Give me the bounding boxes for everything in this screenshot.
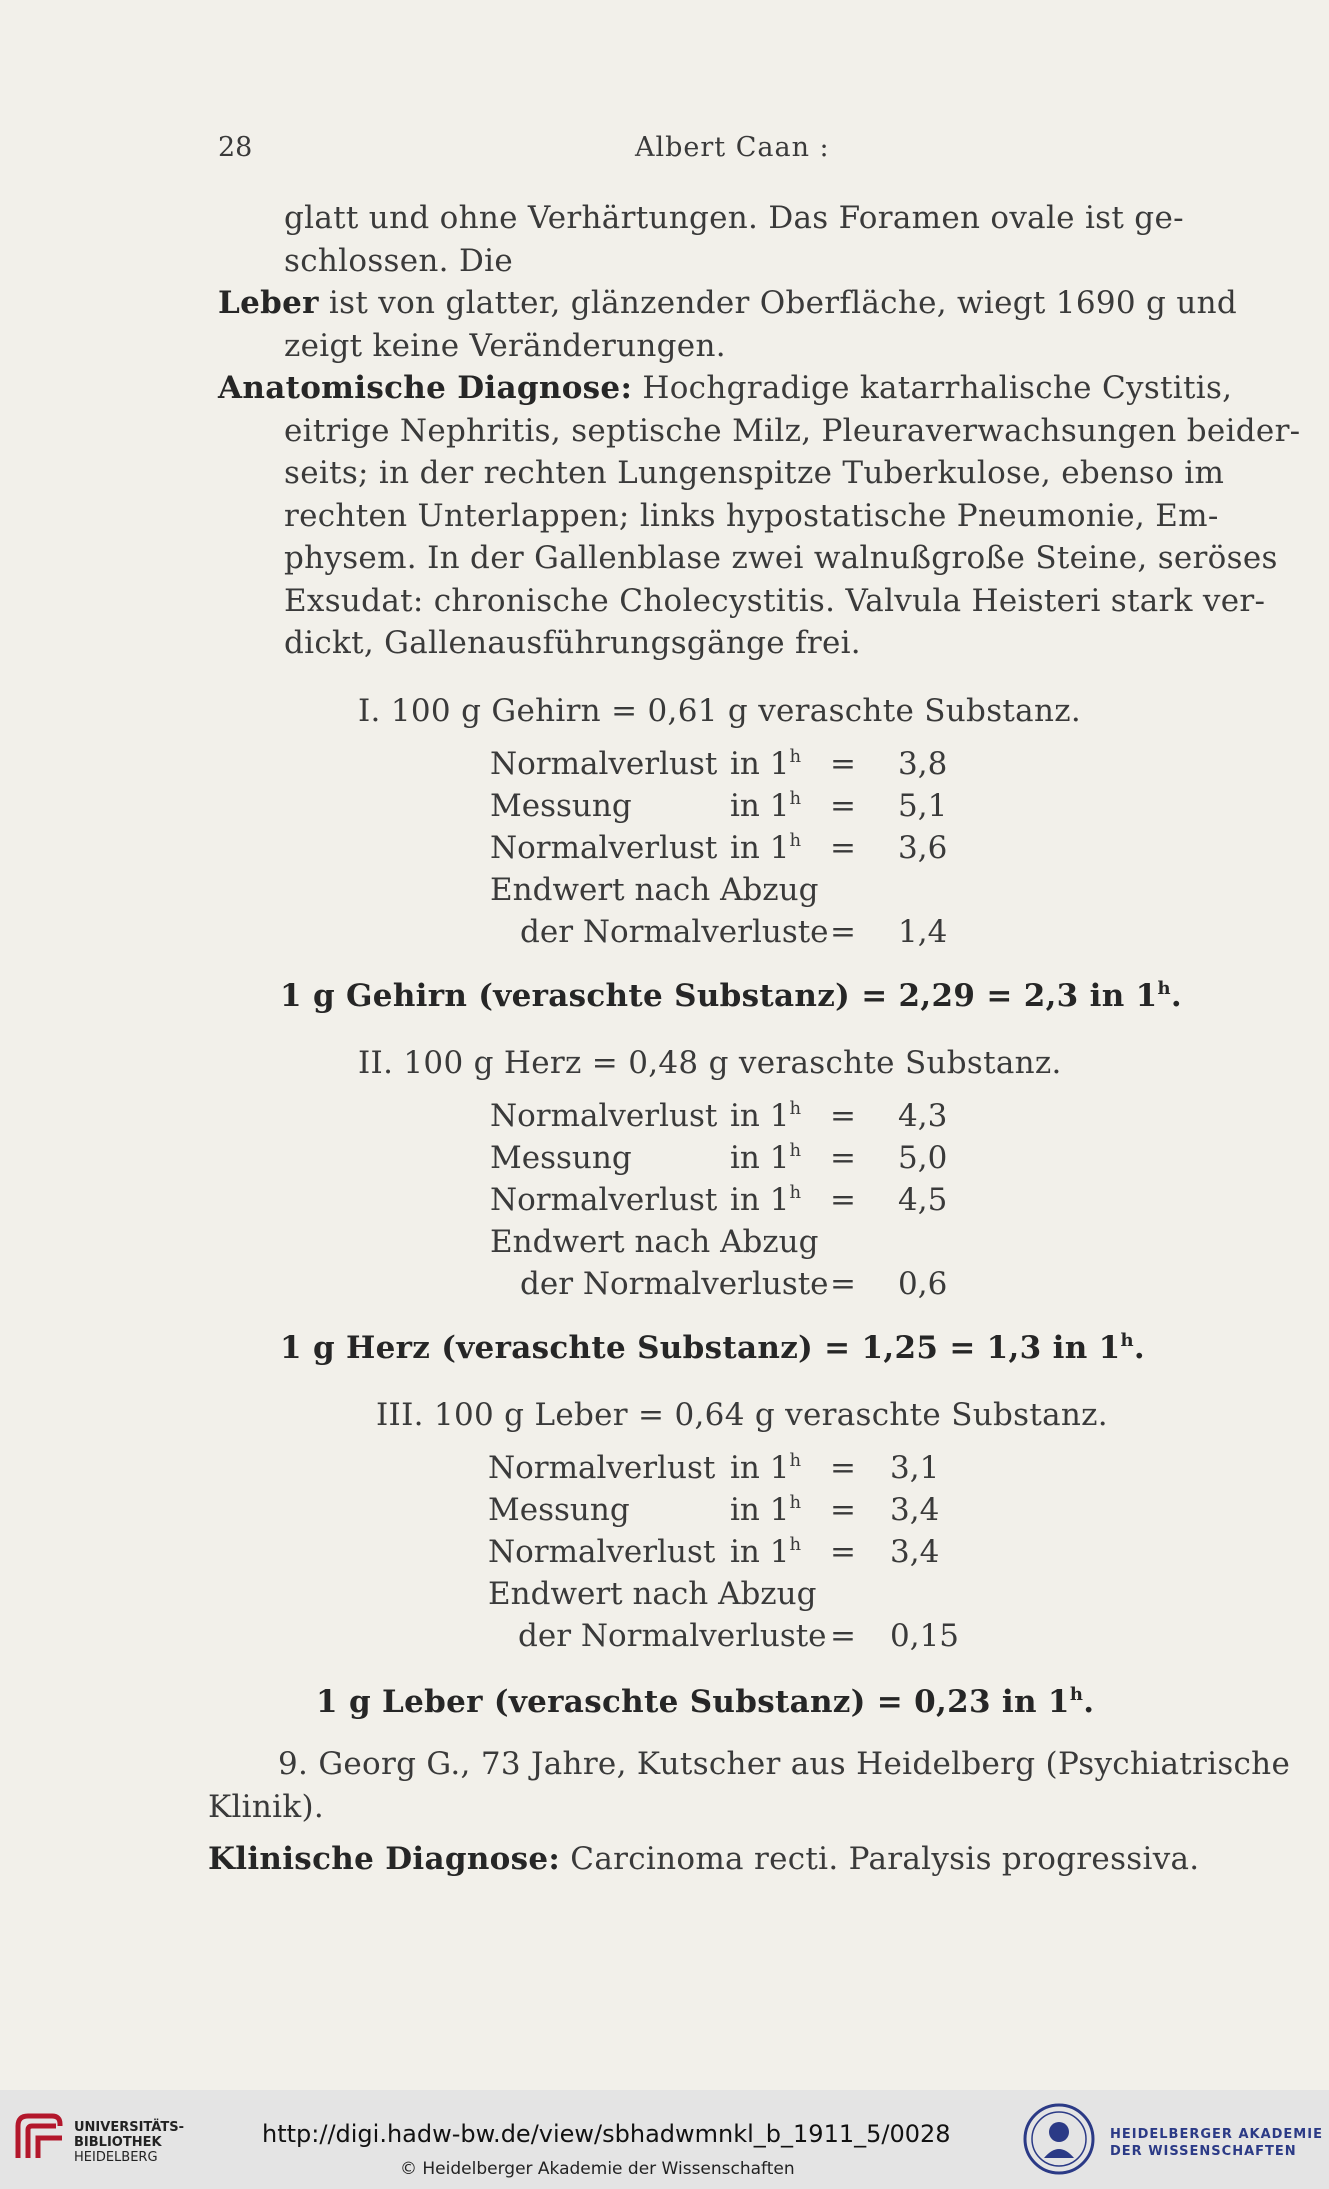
measure-value: 4,3 — [898, 1098, 948, 1134]
equals-sign: = — [830, 830, 856, 866]
university-library-name: UNIVERSITÄTS- BIBLIOTHEK HEIDELBERG — [74, 2120, 184, 2165]
measure-label: Normalverlust — [490, 746, 718, 782]
measure-unit: in 1$^h$ — [730, 788, 802, 824]
university-library-logo-icon — [12, 2108, 68, 2170]
measure-unit: in 1$^h$ — [730, 1492, 802, 1528]
measure-unit: in 1$^h$ — [730, 1182, 802, 1218]
page-number: 28 — [218, 132, 253, 163]
experiment-heading: III. 100 g Leber = 0,64 g veraschte Substanz. — [376, 1397, 1108, 1433]
measure-label: Messung — [490, 788, 632, 824]
measure-value: 3,8 — [898, 746, 948, 782]
equals-sign: = — [830, 1140, 856, 1176]
text-line: Hochgradige katarrhalische Cystitis, — [632, 370, 1233, 406]
text-line: Carcinoma recti. Paralysis progressiva. — [560, 1841, 1200, 1877]
endwert-label: Endwert nach Abzug — [490, 1224, 819, 1260]
text-line: schlossen. Die — [284, 242, 513, 279]
text-line: Klinik). — [208, 1788, 325, 1825]
leber-paragraph — [218, 282, 1238, 325]
copyright-notice: © Heidelberger Akademie der Wissenschaften — [400, 2159, 795, 2179]
text-line: Exsudat: chronische Cholecystitis. Valvula Heisteri stark ver- — [284, 582, 1266, 619]
measure-unit: in 1$^h$ — [730, 1534, 802, 1570]
text-line: eitrige Nephritis, septische Milz, Pleuraverwachsungen beider- — [284, 412, 1301, 449]
text-line: dickt, Gallenausführungsgänge frei. — [284, 625, 861, 661]
measure-value: 3,4 — [890, 1534, 940, 1570]
equals-sign: = — [830, 914, 856, 950]
result-line: 1 g Leber (veraschte Substanz) = 0,23 in 1$^h$. — [316, 1684, 1095, 1720]
equals-sign: = — [830, 788, 856, 824]
klinische-diagnose-label: Klinische Diagnose: — [208, 1841, 561, 1877]
endwert-value: 0,15 — [890, 1618, 960, 1654]
result-line: 1 g Herz (veraschte Substanz) = 1,25 = 1,3 in 1$^h$. — [280, 1330, 1145, 1366]
measure-label: Messung — [488, 1492, 630, 1528]
measure-unit: in 1$^h$ — [730, 1450, 802, 1486]
equals-sign: = — [830, 1266, 856, 1302]
academy-name: HEIDELBERGER AKADEMIE DER WISSENSCHAFTEN — [1110, 2127, 1323, 2159]
klinische-diagnose-paragraph — [208, 1838, 1228, 1881]
equals-sign: = — [830, 1618, 856, 1654]
anatomische-diagnose-paragraph — [218, 367, 1233, 410]
measure-value: 4,5 — [898, 1182, 948, 1218]
endwert-value: 0,6 — [898, 1266, 948, 1302]
endwert-label-2: der Normalverluste — [520, 1266, 829, 1302]
leber-label: Leber — [218, 285, 319, 321]
measure-label: Normalverlust — [490, 1098, 718, 1134]
permalink-url[interactable]: http://digi.hadw-bw.de/view/sbhadwmnkl_b_1911_5/0028 — [262, 2120, 951, 2148]
measure-label: Normalverlust — [488, 1534, 716, 1570]
measure-value: 5,0 — [898, 1140, 948, 1176]
endwert-label-2: der Normalverluste — [520, 914, 829, 950]
endwert-value: 1,4 — [898, 914, 948, 950]
text-line: ist von glatter, glänzender Oberfläche, wiegt 1690 g und — [318, 285, 1238, 321]
measure-label: Normalverlust — [488, 1450, 716, 1486]
measure-value: 3,1 — [890, 1450, 940, 1486]
text-line: 9. Georg G., 73 Jahre, Kutscher aus Heidelberg (Psychiatrische — [278, 1746, 1291, 1782]
text-line: zeigt keine Veränderungen. — [284, 327, 726, 364]
text-line: glatt und ohne Verhärtungen. Das Foramen ovale ist ge- — [284, 200, 1184, 236]
experiment-heading: I. 100 g Gehirn = 0,61 g veraschte Substanz. — [358, 693, 1082, 729]
endwert-label: Endwert nach Abzug — [488, 1576, 817, 1612]
measure-unit: in 1$^h$ — [730, 830, 802, 866]
result-line: 1 g Gehirn (veraschte Substanz) = 2,29 = 2,3 in 1$^h$. — [280, 978, 1183, 1014]
intro-block — [218, 197, 1301, 665]
measure-unit: in 1$^h$ — [730, 1140, 802, 1176]
endwert-label-2: der Normalverluste — [518, 1618, 827, 1654]
equals-sign: = — [830, 1534, 856, 1570]
footer-bar — [0, 2090, 1329, 2189]
text-line: seits; in der rechten Lungenspitze Tuberkulose, ebenso im — [284, 455, 1225, 491]
equals-sign: = — [830, 746, 856, 782]
measure-value: 3,4 — [890, 1492, 940, 1528]
measure-label: Normalverlust — [490, 1182, 718, 1218]
measure-label: Messung — [490, 1140, 632, 1176]
measure-value: 5,1 — [898, 788, 948, 824]
equals-sign: = — [830, 1450, 856, 1486]
measure-unit: in 1$^h$ — [730, 746, 802, 782]
equals-sign: = — [830, 1098, 856, 1134]
measure-unit: in 1$^h$ — [730, 1098, 802, 1134]
text-line: rechten Unterlappen; links hypostatische Pneumonie, Em- — [284, 497, 1219, 534]
diagnose-label: Anatomische Diagnose: — [218, 370, 633, 406]
equals-sign: = — [830, 1182, 856, 1218]
endwert-label: Endwert nach Abzug — [490, 872, 819, 908]
running-title: Albert Caan : — [635, 132, 830, 163]
equals-sign: = — [830, 1492, 856, 1528]
text-line: physem. In der Gallenblase zwei walnußgroße Steine, seröses — [284, 540, 1278, 576]
experiment-heading: II. 100 g Herz = 0,48 g veraschte Substanz. — [358, 1045, 1062, 1081]
case-block — [208, 1743, 1291, 1881]
academy-seal-icon — [1022, 2102, 1096, 2176]
measure-value: 3,6 — [898, 830, 948, 866]
measure-label: Normalverlust — [490, 830, 718, 866]
